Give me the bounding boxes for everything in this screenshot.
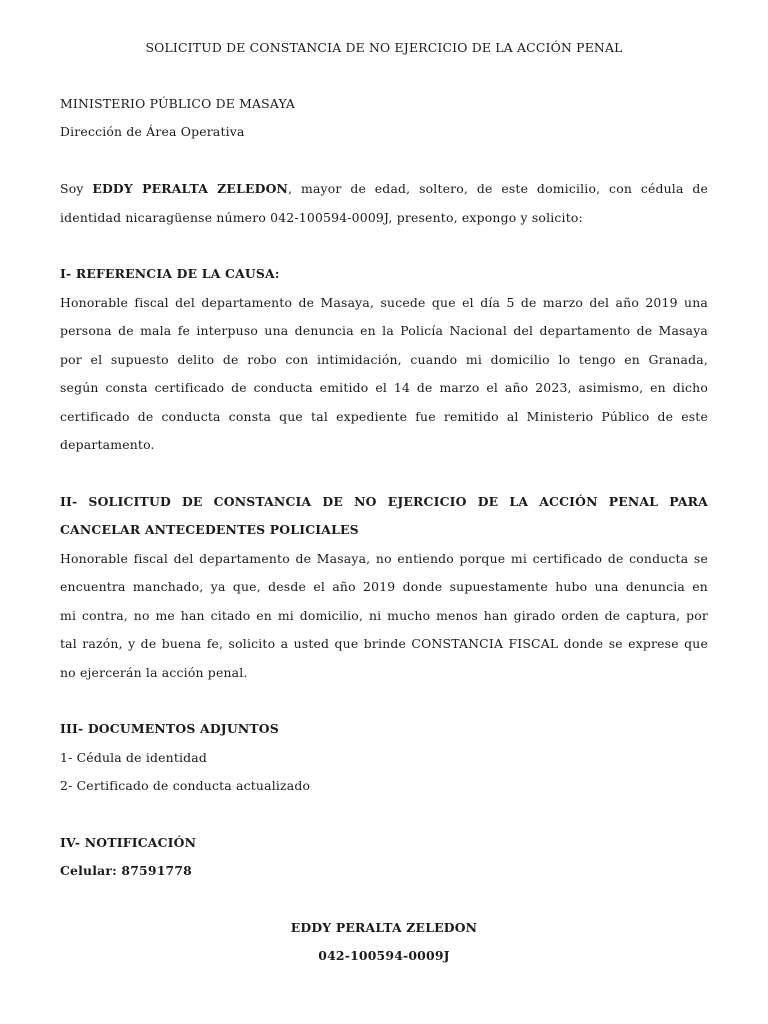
section-2-line: mi contra, no me han citado en mi domicilio, ni mucho menos han girado orden de captura, por	[60, 608, 708, 623]
section-1-line: certificado de conducta consta que tal expediente fue remitido al Ministerio Público de este	[60, 409, 708, 424]
attached-document-item: 2- Certificado de conducta actualizado	[60, 778, 311, 793]
intro-prefix: Soy	[60, 181, 93, 196]
intro-line-1	[60, 181, 708, 197]
section-2-heading-line-2: CANCELAR ANTECEDENTES POLICIALES	[60, 522, 359, 537]
section-3-heading: III- DOCUMENTOS ADJUNTOS	[60, 721, 279, 736]
section-2-line: Honorable fiscal del departamento de Masaya, no entiendo porque mi certificado de conducta se	[60, 551, 708, 566]
section-2-line: no ejercerán la acción penal.	[60, 665, 248, 680]
section-1-line: departamento.	[60, 437, 155, 452]
addressee-institution: MINISTERIO PÚBLICO DE MASAYA	[60, 96, 296, 111]
section-1-line: persona de mala fe interpuso una denuncia en la Policía Nacional del departamento de Masaya	[60, 323, 708, 338]
contact-phone: Celular: 87591778	[60, 863, 192, 878]
signature-id-number: 042-100594-0009J	[318, 948, 450, 963]
section-1-line: según consta certificado de conducta emitido el 14 de marzo el año 2023, asimismo, en dicho	[60, 380, 708, 395]
section-1-line: por el supuesto delito de robo con intimidación, cuando mi domicilio lo tengo en Granada,	[60, 352, 708, 367]
section-2-heading-line-1: II- SOLICITUD DE CONSTANCIA DE NO EJERCICIO DE LA ACCIÓN PENAL PARA	[60, 494, 708, 509]
document-title: SOLICITUD DE CONSTANCIA DE NO EJERCICIO DE LA ACCIÓN PENAL	[145, 40, 623, 55]
section-1-line: Honorable fiscal del departamento de Masaya, sucede que el día 5 de marzo del año 2019 una	[60, 295, 708, 310]
signature-name: EDDY PERALTA ZELEDON	[290, 920, 478, 935]
petitioner-name: EDDY PERALTA ZELEDON	[92, 181, 289, 196]
section-2-line: tal razón, y de buena fe, solicito a usted que brinde CONSTANCIA FISCAL donde se exprese que	[60, 636, 708, 651]
addressee-department: Dirección de Área Operativa	[60, 124, 245, 139]
section-1-heading: I- REFERENCIA DE LA CAUSA:	[60, 266, 280, 281]
intro-line-2: identidad nicaragüense número 042-100594-0009J, presento, expongo y solicito:	[60, 210, 583, 225]
attached-document-item: 1- Cédula de identidad	[60, 750, 208, 765]
intro-line-1-rest: , mayor de edad, soltero, de este domicilio, con cédula de	[288, 181, 709, 196]
section-2-line: encuentra manchado, ya que, desde el año 2019 donde supuestamente hubo una denuncia en	[60, 579, 708, 594]
section-4-heading: IV- NOTIFICACIÓN	[60, 835, 197, 850]
